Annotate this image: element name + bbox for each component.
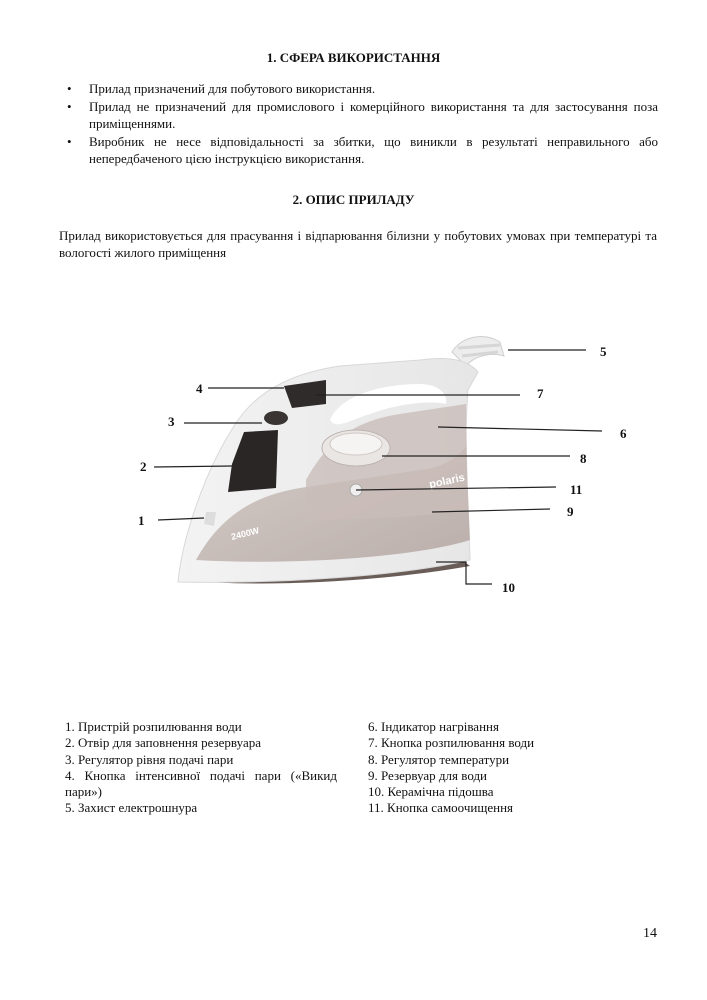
legend-item: 5. Захист електрошнура [65, 800, 198, 816]
callout-5: 5 [600, 344, 607, 359]
page-number: 14 [643, 926, 657, 941]
callout-7: 7 [537, 386, 544, 401]
iron-illustration [0, 320, 707, 610]
legend-item: 7. Кнопка розпилювання води [368, 735, 535, 751]
legend-item: 9. Резервуар для води [368, 767, 488, 783]
usage-bullet-list [62, 80, 658, 168]
callout-4: 4 [196, 381, 203, 396]
legend-right-column [368, 719, 628, 817]
section-heading-description: 2. ОПИС ПРИЛАДУ [292, 192, 415, 207]
legend-item: 1. Пристрій розпилювання води [65, 719, 242, 734]
section-heading-usage: 1. СФЕРА ВИКОРИСТАННЯ [266, 50, 441, 65]
legend-left-column [65, 719, 337, 817]
callout-3: 3 [168, 414, 175, 429]
legend-item: 2. Отвір для заповнення резервуара [65, 735, 261, 751]
callout-8: 8 [580, 451, 587, 466]
callout-11: 11 [570, 482, 583, 497]
legend-item: 11. Кнопка самоочищення [368, 800, 513, 816]
callout-6: 6 [620, 426, 627, 441]
legend-item: 8. Регулятор температури [368, 751, 510, 767]
legend-item: 10. Керамічна підошва [368, 784, 494, 800]
callout-10: 10 [502, 580, 515, 595]
brand-label: polaris [428, 471, 466, 491]
legend-item: 6. Індикатор нагрівання [368, 719, 499, 734]
legend-item: 3. Регулятор рівня подачі пари [65, 751, 234, 767]
power-label: 2400W [230, 525, 261, 542]
callout-2: 2 [140, 459, 147, 474]
bullet-item: • Прилад не призначений для промислового і комерційного використання та для застосування поза приміщеннями. [62, 98, 658, 132]
callout-9: 9 [567, 504, 574, 519]
description-paragraph: Прилад використовується для прасування і відпарювання білизни у побутових умовах при температурі та вологості жилого приміщення [59, 228, 657, 260]
callout-1: 1 [138, 513, 145, 528]
bullet-item: • Прилад призначений для побутового використання. [62, 80, 658, 97]
legend-item: 4. Кнопка інтенсивної подачі пари («Викид пари») [65, 767, 337, 800]
bullet-item: • Виробник не несе відповідальності за збитки, що виникли в результаті неправильного або непередбаченого цією інструкцією використання. [62, 133, 658, 167]
